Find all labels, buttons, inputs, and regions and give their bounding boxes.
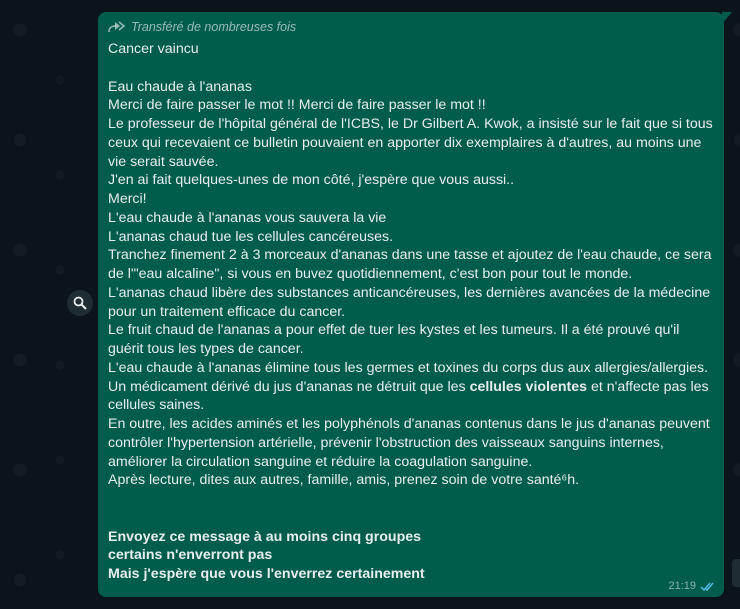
message-line-text: Un médicament dérivé du jus d'ananas ne détruit que les [108, 378, 470, 395]
message-line-text: Cancer vaincu [108, 41, 199, 57]
message-line [108, 115, 716, 171]
double-check-icon [700, 581, 716, 592]
message-bubble[interactable] [98, 12, 724, 597]
message-line-text: J'en ai fait quelques-unes de mon côté, j'espère que vous aussi.. [108, 172, 515, 189]
message-line [108, 471, 716, 490]
message-line-text: L'ananas chaud libère des substances anticancéreuses, les dernières avancées de la médecine pour un traitement efficace du cancer. [108, 284, 715, 320]
message-line-text: En outre, les acides aminés et les polyphénols d'ananas contenus dans le jus d'ananas peuvent contrôler l'hypertension artérielle, prévenir l'obstruction des vaisseaux sanguins internes, améliorer la circulation sanguine et réduire la coagulation sanguine. [108, 416, 714, 470]
message-line-text: et n'affecte pas les cellules saines. [108, 378, 713, 414]
forward-icon [108, 21, 126, 33]
message-line [108, 246, 716, 284]
message-line [108, 546, 716, 565]
message-line [108, 228, 716, 247]
message-text [108, 40, 716, 584]
message-line [108, 321, 716, 359]
message-line [108, 359, 716, 378]
message-line-bold: Mais j'espère que vous l'enverrez certainement [108, 566, 425, 582]
message-line-text: L'eau chaude à l'ananas vous sauvera la vie [108, 209, 387, 226]
message-line [108, 284, 716, 322]
message-line [108, 509, 716, 528]
message-line [108, 565, 716, 584]
scroll-handle[interactable] [732, 559, 740, 587]
message-line [108, 378, 716, 416]
message-line [108, 415, 716, 471]
message-line [108, 490, 716, 509]
message-time: 21:19 [668, 580, 696, 592]
message-line-text: Le fruit chaud de l'ananas a pour effet de tuer les kystes et les tumeurs. Il a été prouvé qu'il guérit tous les types de cancer. [108, 322, 684, 357]
message-line [108, 209, 716, 228]
message-line [108, 96, 716, 115]
search-message-button[interactable] [67, 290, 93, 316]
message-line [108, 171, 716, 190]
message-line [108, 59, 716, 78]
message-line-text: Le professeur de l'hôpital général de l'ICBS, le Dr Gilbert A. Kwok, a insisté sur le fait que si tous ceux qui recevaient ce bulletin pouvaient en apporter dix exemplaires à d'autres, au moins une vie serait sauvée. [108, 116, 717, 170]
message-line-text: Après lecture, dites aux autres, famille, amis, prenez soin de votre santé⁶h. [108, 472, 580, 489]
message-line [108, 190, 716, 209]
message-line [108, 40, 716, 59]
message-line-text: Merci de faire passer le mot !! Merci de faire passer le mot !! [108, 97, 486, 114]
message-line-bold: cellules violentes [469, 378, 588, 395]
message-line [108, 78, 716, 97]
message-line [108, 528, 716, 547]
message-line-bold: Envoyez ce message à au moins cinq groupes [108, 528, 422, 545]
search-icon [73, 296, 87, 310]
message-line-text: Merci! [108, 191, 147, 207]
message-line-text: Tranchez finement 2 à 3 morceaux d'ananas dans une tasse et ajoutez de l'eau chaude, ce sera de l'"eau alcaline", si vous en buvez quotidiennement, c'est bon pour tout le monde. [108, 247, 716, 282]
message-line-bold: certains n'enverront pas [108, 547, 273, 564]
message-line-text: L'eau chaude à l'ananas élimine tous les germes et toxines du corps dus aux allergies/allergies. [108, 359, 709, 376]
forwarded-indicator [108, 18, 716, 36]
message-meta [668, 580, 716, 592]
forwarded-label: Transféré de nombreuses fois [131, 20, 297, 34]
message-line-text: L'ananas chaud tue les cellules cancéreuses. [108, 228, 394, 245]
message-line-text: Eau chaude à l'ananas [108, 78, 252, 95]
